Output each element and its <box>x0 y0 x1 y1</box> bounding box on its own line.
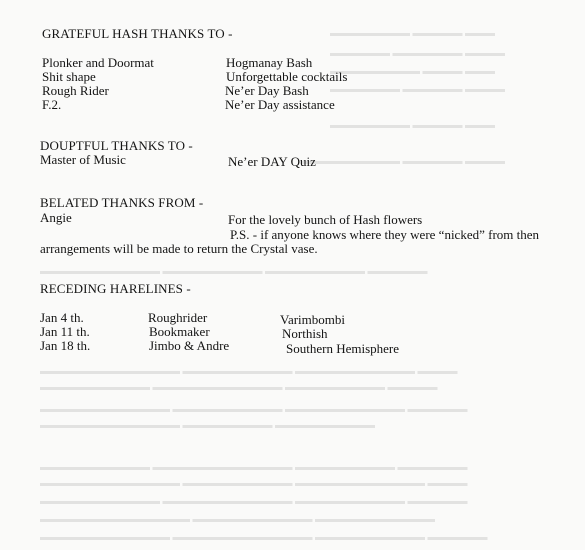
hareline-location: Southern Hemisphere <box>286 341 400 356</box>
bleed-through-texture: ▬▬▬▬▬▬▬▬▬▬▬▬▬ ▬▬▬▬▬▬▬▬▬▬▬ ▬▬▬▬▬▬▬▬▬▬▬▬ ▬▬▬▬▬▬ <box>40 404 468 415</box>
hareline-location: Northish <box>282 326 328 341</box>
grateful-reason: Hogmanay Bash <box>226 55 313 70</box>
hareline-date: Jan 11 th. <box>40 324 90 339</box>
bleed-through-texture: ▬▬▬▬▬▬▬▬ ▬▬▬▬▬ ▬▬▬ <box>330 28 495 39</box>
hareline-date: Jan 18 th. <box>40 338 91 353</box>
grateful-reason: Ne’er Day assistance <box>225 97 335 112</box>
belated-line: P.S. - if anyone knows where they were “nicked” from then <box>230 227 540 242</box>
doubtful-heading: DOUPTFUL THANKS TO - <box>40 138 193 153</box>
hareline-location: Varimbombi <box>280 312 345 327</box>
bleed-through-texture: ▬▬▬▬▬▬▬▬▬▬ ▬▬▬▬▬▬ ▬▬▬▬ <box>300 156 505 167</box>
grateful-name: Shit shape <box>42 69 96 84</box>
hareline-date: Jan 4 th. <box>40 310 84 325</box>
bleed-through-texture: ▬▬▬▬▬▬▬▬▬▬▬▬ ▬▬▬▬▬▬▬▬▬▬ ▬▬▬▬▬▬▬▬▬▬ ▬▬▬▬▬▬ <box>40 266 428 277</box>
belated-line: arrangements will be made to return the Crystal vase. <box>40 241 318 256</box>
grateful-name: Plonker and Doormat <box>42 55 154 70</box>
bleed-through-texture: ▬▬▬▬▬▬▬▬▬ ▬▬▬▬ ▬▬▬ <box>330 66 495 77</box>
bleed-through-texture: ▬▬▬▬▬▬▬▬▬▬▬ ▬▬▬▬▬▬▬▬▬▬▬▬▬▬ ▬▬▬▬▬▬▬▬▬▬ ▬▬▬▬▬▬▬ <box>40 462 468 473</box>
grateful-name: F.2. <box>42 97 62 112</box>
bleed-through-texture: ▬▬▬▬▬▬▬▬▬▬▬▬▬▬ ▬▬▬▬▬▬▬▬▬▬▬ ▬▬▬▬▬▬▬▬▬▬▬▬▬ ▬▬▬▬ <box>40 478 468 489</box>
bleed-through-texture: ▬▬▬▬▬▬▬ ▬▬▬▬▬▬ ▬▬▬▬ <box>330 84 505 95</box>
bleed-through-texture: ▬▬▬▬▬▬▬▬▬▬▬▬ ▬▬▬▬▬▬▬▬▬▬▬▬▬ ▬▬▬▬▬▬▬▬▬▬▬ ▬▬▬▬▬▬ <box>40 496 468 507</box>
hareline-hare: Roughrider <box>148 310 208 325</box>
bleed-through-texture: ▬▬▬▬▬▬▬▬ ▬▬▬▬▬ ▬▬▬ <box>330 120 495 131</box>
bleed-through-texture: ▬▬▬▬▬▬▬▬▬▬▬▬▬ ▬▬▬▬▬▬▬▬▬▬▬▬▬▬ ▬▬▬▬▬▬▬▬▬▬▬ ▬▬▬▬▬▬ <box>40 532 488 543</box>
receding-heading: RECEDING HARELINES - <box>40 281 191 296</box>
belated-line: For the lovely bunch of Hash flowers <box>228 212 423 227</box>
doubtful-name: Master of Music <box>40 152 126 167</box>
belated-heading: BELATED THANKS FROM - <box>40 195 204 210</box>
bleed-through-texture: ▬▬▬▬▬▬▬▬▬▬▬ ▬▬▬▬▬▬▬▬▬▬▬▬▬ ▬▬▬▬▬▬▬▬▬▬ ▬▬▬▬▬ <box>40 382 438 393</box>
grateful-reason: Ne’er Day Bash <box>225 83 309 98</box>
belated-name: Angie <box>40 210 72 225</box>
grateful-reason: Unforgettable cocktails <box>226 69 348 84</box>
bleed-through-texture: ▬▬▬▬▬▬▬▬▬▬▬▬▬▬ ▬▬▬▬▬▬▬▬▬▬▬ ▬▬▬▬▬▬▬▬▬▬▬▬ ▬▬▬▬ <box>40 366 458 377</box>
grateful-name: Rough Rider <box>42 83 109 98</box>
bleed-through-texture: ▬▬▬▬▬▬ ▬▬▬▬▬▬▬ ▬▬▬▬ <box>330 48 505 59</box>
bleed-through-texture: ▬▬▬▬▬▬▬▬▬▬▬▬▬▬▬ ▬▬▬▬▬▬▬▬▬▬▬▬ ▬▬▬▬▬▬▬▬▬▬▬▬ <box>40 514 435 525</box>
doubtful-reason: Ne’er DAY Quiz <box>228 154 316 169</box>
bleed-through-texture: ▬▬▬▬▬▬▬▬▬▬▬▬▬▬ ▬▬▬▬▬▬▬▬▬ ▬▬▬▬▬▬▬▬▬▬ <box>40 420 375 431</box>
hareline-hare: Jimbo & Andre <box>149 338 230 353</box>
hareline-hare: Bookmaker <box>149 324 210 339</box>
grateful-heading: GRATEFUL HASH THANKS TO - <box>42 26 233 41</box>
